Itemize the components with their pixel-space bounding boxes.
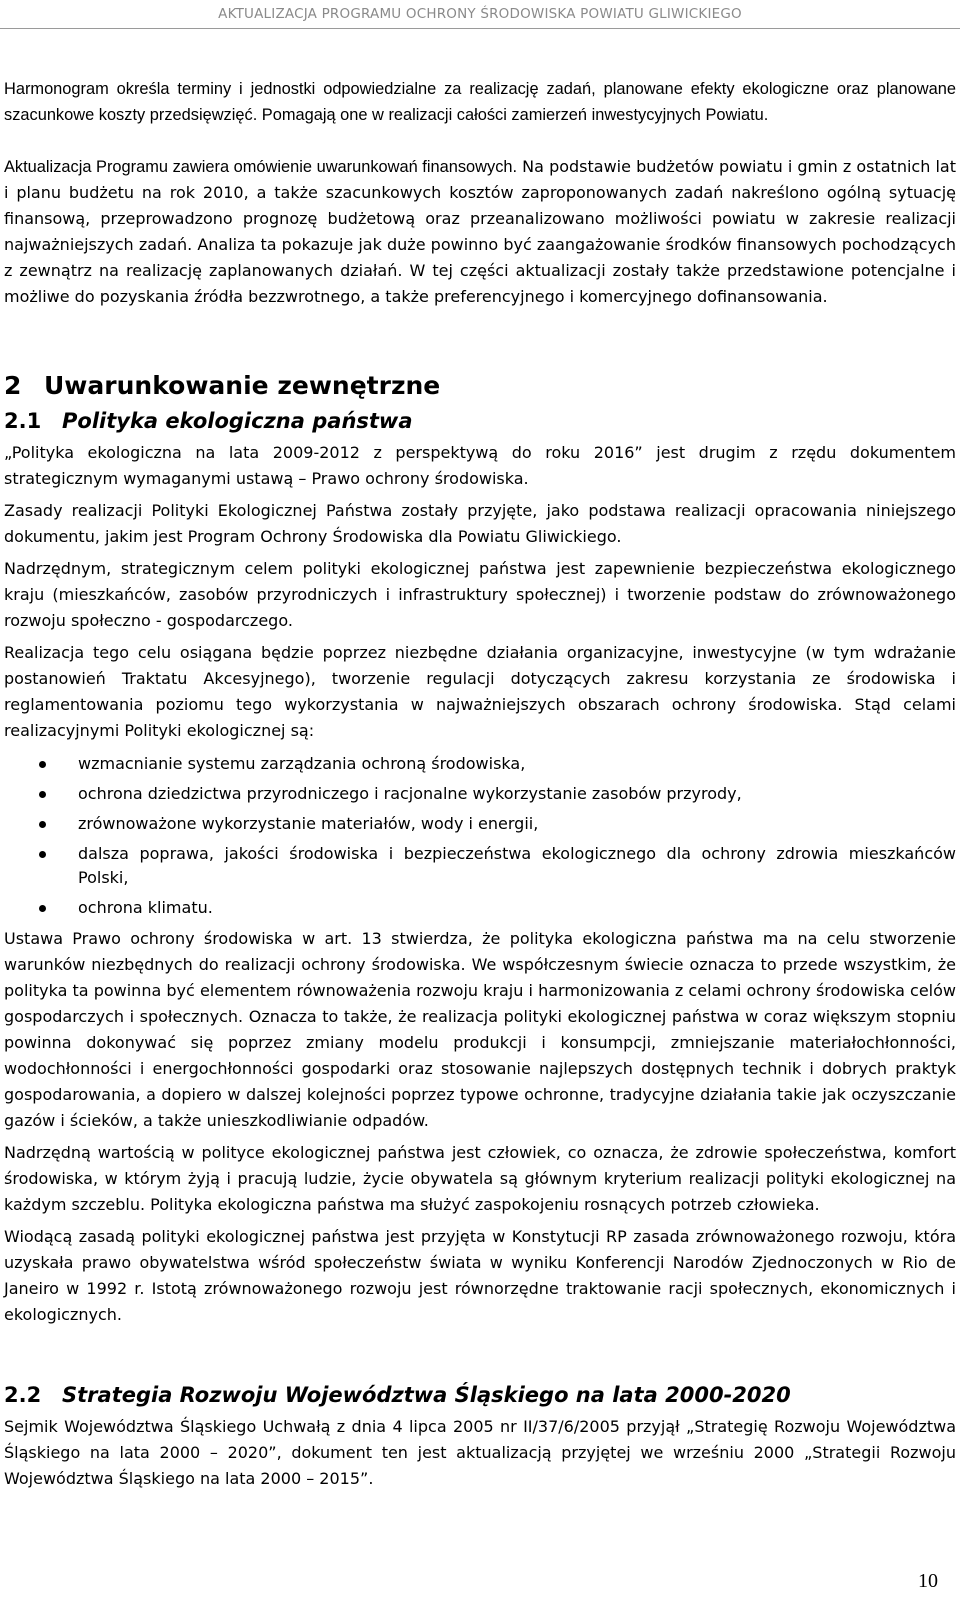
section-2-2-body (4, 1414, 956, 1492)
heading-number: 2 (4, 371, 22, 400)
section-2-heading (4, 370, 956, 402)
paragraph-rest: Na podstawie budżetów powiatu i gmin z ostatnich lat i planu budżetu na rok 2010, a także szacunkowych kosztów zaproponowanych zadań nakreślono ogólną sytuację finansową, przeprowadzono prognozę budżetową oraz przeanalizowano możliwości powiatu w zakresie realizacji najważniejszych zadań. Analiza ta pokazuje jak duże powinno być zaangażowanie środków finansowych pochodzących z zewnątrz na realizację zaplanowanych działań. W tej części aktualizacji zostały także przedstawione potencjalne i możliwe do pozyskania źródła bezzwrotnego, a także preferencyjnego i komercyjnego dofinansowania. (4, 157, 956, 306)
list-item: zrównoważone wykorzystanie materiałów, wody i energii, (4, 812, 956, 836)
list-item: wzmacnianie systemu zarządzania ochroną środowiska, (4, 752, 956, 776)
bullet-icon (39, 821, 46, 828)
bullet-icon (39, 761, 46, 768)
heading-uwarunkowanie (4, 370, 956, 402)
page-number: 10 (918, 1570, 938, 1592)
paragraph-polityka-intro: „Polityka ekologiczna na lata 2009-2012 z perspektywą do roku 2016” jest drugim z rzędu dokumentem strategicznym wymaganymi ustawą – Prawo ochrony środowiska. (4, 443, 956, 488)
section-2-2-heading (4, 1380, 956, 1410)
paragraph-finansowe (4, 154, 956, 310)
header-rule (0, 28, 960, 29)
paragraph-nadrzedna-wartosc: Nadrzędną wartością w polityce ekologicznej państwa jest człowiek, co oznacza, że zdrowie społeczeństwa, komfort środowiska, w którym żyją i pracują ludzie, życie obywatela są głównym kryterium realizacji polityki ekologicznej na każdym szczeblu. Polityka ekologiczna państwa ma służyć zaspokojeniu rosnących potrzeb człowieka. (4, 1143, 956, 1214)
bullet-icon (39, 791, 46, 798)
paragraph-nadrzednym: Nadrzędnym, strategicznym celem polityki ekologicznej państwa jest zapewnienie bezpieczeństwa ekologicznego kraju (mieszkańców, zasobów przyrodniczych i infrastruktury społecznej) i tworzenie podstaw do zrównoważonego rozwoju społeczno - gospodarczego. (4, 559, 956, 630)
bullet-list-cele (4, 752, 956, 920)
list-item: ochrona dziedzictwa przyrodniczego i racjonalne wykorzystanie zasobów przyrody, (4, 782, 956, 806)
paragraph-lead: Aktualizacja Programu zawiera omówienie uwarunkowań finansowych. (4, 158, 518, 176)
paragraph-harmonogram: Harmonogram określa terminy i jednostki odpowiedzialne za realizację zadań, planowane efekty ekologiczne oraz planowane szacunkowe koszty przedsięwzięć. Pomagają one w realizacji całości zamierzeń inwestycyjnych Powiatu. (4, 80, 956, 124)
list-item: ochrona klimatu. (4, 896, 956, 920)
running-header: AKTUALIZACJA PROGRAMU OCHRONY ŚRODOWISKA POWIATU GLIWICKIEGO (218, 6, 742, 22)
intro-paragraph-1 (4, 76, 956, 128)
heading-strategia (4, 1380, 956, 1410)
paragraph-wiodaca-zasada: Wiodącą zasadą polityki ekologicznej państwa jest przyjęta w Konstytucji RP zasada zrównoważonego rozwoju, która uzyskała prawo obywatelstwa wśród społeczeństw świata w wyniku Konferencji Narodów Zjednoczonych w Rio de Janeiro w 1992 r. Istotą zrównoważonego rozwoju jest równorzędne traktowanie racji społecznych, ekonomicznych i ekologicznych. (4, 1227, 956, 1324)
section-2-1-body (4, 440, 956, 1328)
paragraph-realizacja: Realizacja tego celu osiągana będzie poprzez niezbędne działania organizacyjne, inwestycyjne (w tym wdrażanie postanowień Traktatu Akcesyjnego), tworzenie regulacji dotyczących zakresu korzystania ze środowiska i reglamentowania poziomu tego wykorzystania w najważniejszych obszarach ochrony środowiska. Stąd celami realizacyjnymi Polityki ekologicznej są: (4, 643, 956, 740)
heading-number: 2.2 (4, 1383, 42, 1407)
list-item: dalsza poprawa, jakości środowiska i bezpieczeństwa ekologicznego dla ochrony zdrowia mieszkańców Polski, (4, 842, 956, 890)
intro-paragraph-2 (4, 154, 956, 310)
heading-polityka (4, 406, 956, 436)
heading-number: 2.1 (4, 409, 42, 433)
paragraph-zasady: Zasady realizacji Polityki Ekologicznej Państwa zostały przyjęte, jako podstawa realizacji opracowania niniejszego dokumentu, jakim jest Program Ochrony Środowiska dla Powiatu Gliwickiego. (4, 501, 956, 546)
bullet-icon (39, 905, 46, 912)
paragraph-sejmik: Sejmik Województwa Śląskiego Uchwałą z dnia 4 lipca 2005 nr II/37/6/2005 przyjął „Strategię Rozwoju Województwa Śląskiego na lata 2000 – 2020”, dokument ten jest aktualizacją przyjętej we wrześniu 2000 „Strategii Rozwoju Województwa Śląskiego na lata 2000 – 2015”. (4, 1417, 956, 1488)
paragraph-ustawa: Ustawa Prawo ochrony środowiska w art. 13 stwierdza, że polityka ekologiczna państwa ma na celu stworzenie warunków niezbędnych do realizacji ochrony środowiska. We współczesnym świecie oznacza to przede wszystkim, że polityka ta powinna być elementem równoważenia rozwoju kraju i harmonizowania z celami ochrony środowiska celów gospodarczych i społecznych. Oznacza to także, że realizacja polityki ekologicznej państwa w coraz większym stopniu powinna dokonywać się poprzez zmiany modelu produkcji i konsumpcji, zmniejszanie materiałochłonności, wodochłonności i energochłonności gospodarki oraz stosowanie najlepszych dostępnych technik i dobrych praktyk gospodarowania, a dopiero w dalszej kolejności poprzez typowe ochronne, tradycyjne działania takie jak oczyszczanie gazów i ścieków, a także unieszkodliwianie odpadów. (4, 929, 956, 1130)
section-2-1-heading (4, 406, 956, 436)
heading-title: Strategia Rozwoju Województwa Śląskiego na lata 2000-2020 (62, 1383, 791, 1407)
heading-title: Polityka ekologiczna państwa (62, 409, 413, 433)
heading-title: Uwarunkowanie zewnętrzne (44, 371, 441, 400)
bullet-icon (39, 851, 46, 858)
